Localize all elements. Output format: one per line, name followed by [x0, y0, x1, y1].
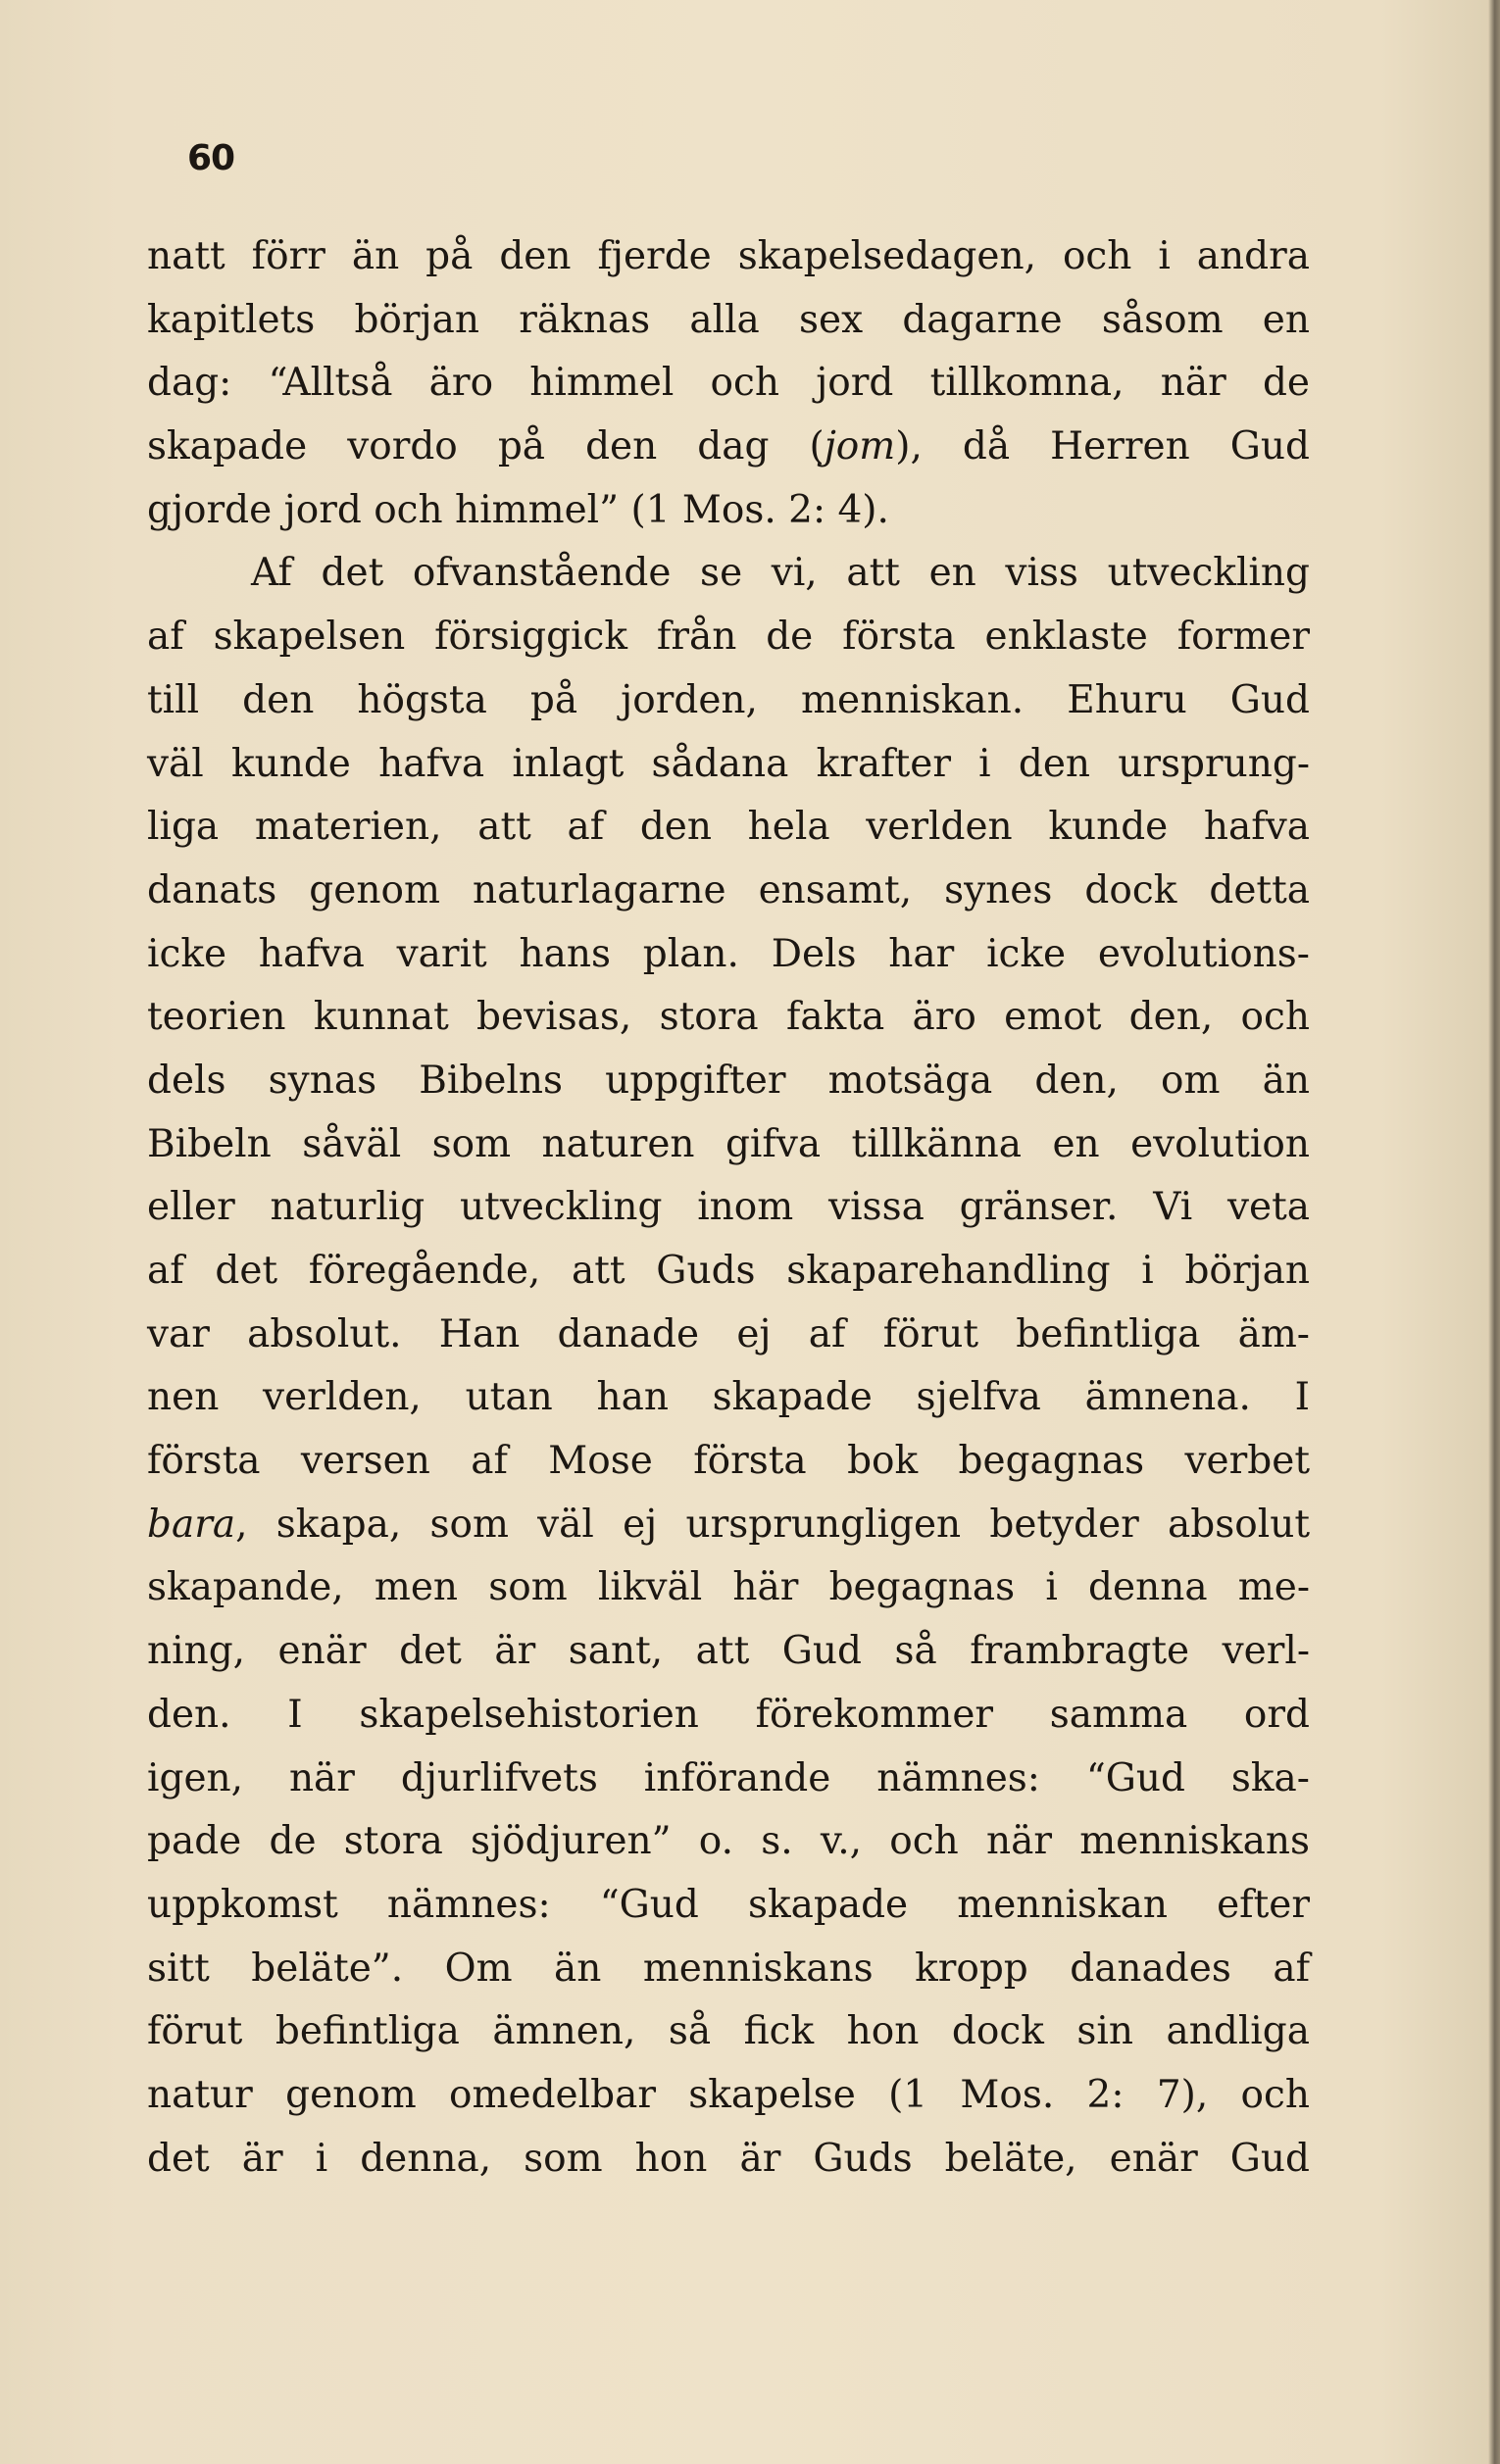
text-segment: skapade vordo på den dag ( — [147, 424, 825, 469]
text-segment: Af det ofvanstående se vi, att en viss utveckling — [251, 551, 1310, 596]
text-segment: af det föregående, att Guds skaparehandling i början — [147, 1249, 1310, 1293]
text-line — [147, 1938, 1310, 2001]
text-line — [147, 1684, 1310, 1748]
text-segment: till den högsta på jorden, menniskan. Ehuru Gud — [147, 677, 1310, 722]
text-line — [147, 1304, 1310, 1367]
text-line — [147, 1240, 1310, 1304]
body-text — [147, 225, 1310, 2191]
text-line — [147, 1620, 1310, 1684]
text-line — [147, 416, 1310, 479]
text-line — [147, 733, 1310, 797]
text-segment: uppkomst nämnes: “Gud skapade menniskan efter — [147, 1882, 1310, 1927]
text-line — [147, 1366, 1310, 1430]
text-segment: var absolut. Han danade ej af förut befintliga äm- — [147, 1311, 1310, 1356]
text-segment: dels synas Bibelns uppgifter motsäga den, om än — [147, 1058, 1310, 1103]
text-segment: förut befintliga ämnen, så fick hon dock sin andliga — [147, 2009, 1310, 2054]
text-segment: natt förr än på den fjerde skapelsedagen, och i andra — [147, 234, 1310, 278]
text-line — [147, 796, 1310, 860]
text-line — [147, 1874, 1310, 1938]
text-line — [147, 2128, 1310, 2192]
text-segment: nen verlden, utan han skapade sjelfva ämnena. I — [147, 1375, 1310, 1420]
text-line — [147, 986, 1310, 1050]
text-line — [147, 289, 1310, 353]
text-segment: sitt beläte”. Om än menniskans kropp danades af — [147, 1946, 1310, 1991]
text-line — [147, 1810, 1310, 1874]
text-segment: natur genom omedelbar skapelse (1 Mos. 2: 7), och — [147, 2072, 1310, 2117]
text-line — [147, 1748, 1310, 1811]
italic-word: bara — [147, 1502, 236, 1547]
text-segment: första versen af Mose första bok begagnas verbet — [147, 1439, 1310, 1484]
text-segment: , skapa, som väl ej ursprungligen betyder absolut — [235, 1502, 1310, 1547]
text-segment: af skapelsen försiggick från de första enklaste former — [147, 615, 1310, 660]
text-line — [147, 1430, 1310, 1494]
text-line — [147, 479, 1310, 543]
text-segment: icke hafva varit hans plan. Dels har icke evolutions- — [147, 931, 1310, 976]
text-segment: ning, enär det är sant, att Gud så frambragte verl- — [147, 1629, 1310, 1674]
italic-word: jom — [824, 424, 896, 469]
text-line — [147, 860, 1310, 923]
text-segment: kapitlets början räknas alla sex dagarne såsom en — [147, 297, 1310, 342]
text-segment: dag: “Alltså äro himmel och jord tillkomna, när de — [147, 361, 1310, 406]
text-line — [147, 669, 1310, 733]
text-segment: ), då Herren Gud — [895, 424, 1310, 469]
text-segment: igen, när djurlifvets införande nämnes: “Gud ska- — [147, 1755, 1310, 1800]
text-line — [147, 2064, 1310, 2128]
text-segment: väl kunde hafva inlagt sådana krafter i den ursprung- — [147, 741, 1310, 786]
text-line — [147, 1176, 1310, 1240]
text-segment: pade de stora sjödjuren” o. s. v., och när menniskans — [147, 1819, 1310, 1864]
page-edge-shadow — [1488, 0, 1500, 2464]
text-line — [147, 352, 1310, 416]
text-segment: eller naturlig utveckling inom vissa gränser. Vi veta — [147, 1185, 1310, 1230]
text-segment: danats genom naturlagarne ensamt, synes dock detta — [147, 867, 1310, 912]
text-segment: gjorde jord och himmel” (1 Mos. 2: 4). — [147, 487, 889, 532]
page-number: 60 — [187, 138, 235, 178]
text-line — [147, 1113, 1310, 1177]
text-line — [147, 542, 1310, 606]
text-line — [147, 225, 1310, 289]
text-segment: teorien kunnat bevisas, stora fakta äro emot den, och — [147, 995, 1310, 1040]
text-segment: liga materien, att af den hela verlden kunde hafva — [147, 805, 1310, 850]
text-line — [147, 923, 1310, 987]
text-line — [147, 1556, 1310, 1620]
text-line — [147, 1050, 1310, 1113]
text-line — [147, 2000, 1310, 2064]
text-segment: skapande, men som likväl här begagnas i denna me- — [147, 1565, 1310, 1610]
text-line — [147, 1494, 1310, 1557]
text-line — [147, 606, 1310, 669]
text-segment: det är i denna, som hon är Guds beläte, enär Gud — [147, 2136, 1310, 2181]
text-segment: Bibeln såväl som naturen gifva tillkänna en evolution — [147, 1121, 1310, 1166]
text-segment: den. I skapelsehistorien förekommer samma ord — [147, 1692, 1310, 1737]
